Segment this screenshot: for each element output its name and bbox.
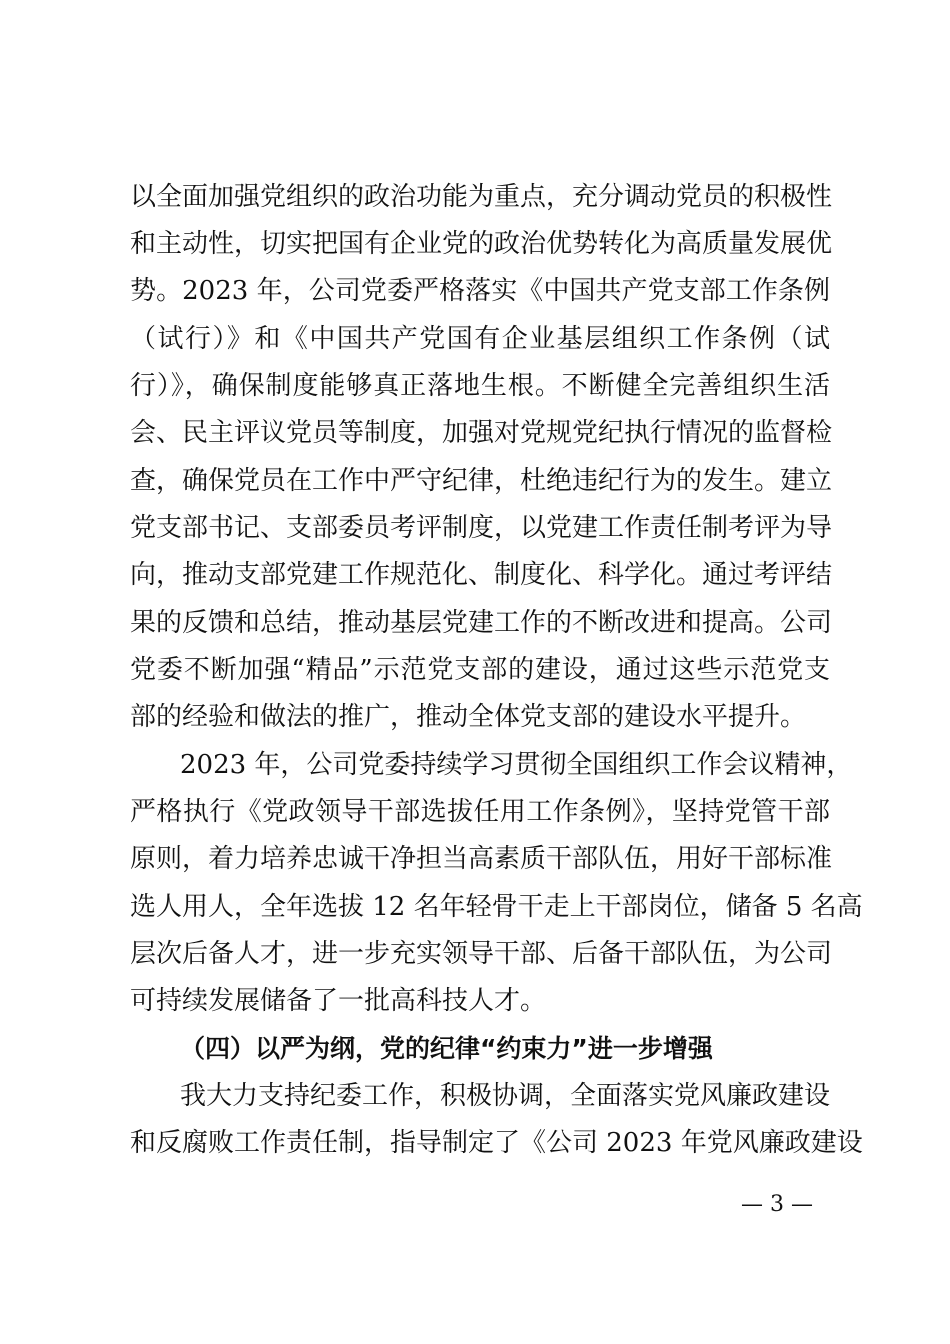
body-text-line: 果的反馈和总结，推动基层党建工作的不断改进和提高。公司	[130, 608, 833, 638]
body-text-line: 行）》，确保制度能够真正落地生根。不断健全完善组织生活	[130, 371, 830, 401]
body-text-line: 查，确保党员在工作中严守纪律，杜绝违纪行为的发生。建立	[130, 466, 833, 496]
body-text-line: 向，推动支部党建工作规范化、制度化、科学化。通过考评结	[130, 560, 833, 590]
body-text-line: 层次后备人才，进一步充实领导干部、后备干部队伍，为公司	[130, 939, 833, 969]
body-text-line: 势。2023 年，公司党委严格落实《中国共产党支部工作条例	[130, 276, 830, 306]
body-text-line: 以全面加强党组织的政治功能为重点，充分调动党员的积极性	[130, 182, 833, 212]
page-number: — 3 —	[741, 1192, 813, 1217]
body-text-line: 会、民主评议党员等制度，加强对党规党纪执行情况的监督检	[130, 418, 833, 448]
section-heading: （四）以严为纲，党的纪律“约束力”进一步增强	[180, 1034, 713, 1063]
body-text-line: 可持续发展储备了一批高科技人才。	[130, 986, 547, 1016]
body-text-line: 我大力支持纪委工作，积极协调，全面落实党风廉政建设	[180, 1081, 831, 1111]
body-text-line: 2023 年，公司党委持续学习贯彻全国组织工作会议精神，	[180, 750, 853, 780]
body-text-line: 原则，着力培养忠诚干净担当高素质干部队伍，用好干部标准	[130, 844, 833, 874]
body-text-line: 和反腐败工作责任制，指导制定了《公司 2023 年党风廉政建设	[130, 1128, 863, 1158]
body-text-line: 党支部书记、支部委员考评制度，以党建工作责任制考评为导	[130, 513, 833, 543]
body-text-line: 选人用人，全年选拔 12 名年轻骨干走上干部岗位，储备 5 名高	[130, 892, 863, 922]
body-text-line: 和主动性，切实把国有企业党的政治优势转化为高质量发展优	[130, 229, 833, 259]
body-text-line: 党委不断加强“精品”示范党支部的建设，通过这些示范党支	[130, 655, 830, 685]
body-text-line: 部的经验和做法的推广，推动全体党支部的建设水平提升。	[130, 702, 807, 732]
body-text-line: 严格执行《党政领导干部选拔任用工作条例》，坚持党管干部	[130, 797, 830, 827]
body-text-line: （试行）》和《中国共产党国有企业基层组织工作条例（试	[130, 324, 830, 354]
